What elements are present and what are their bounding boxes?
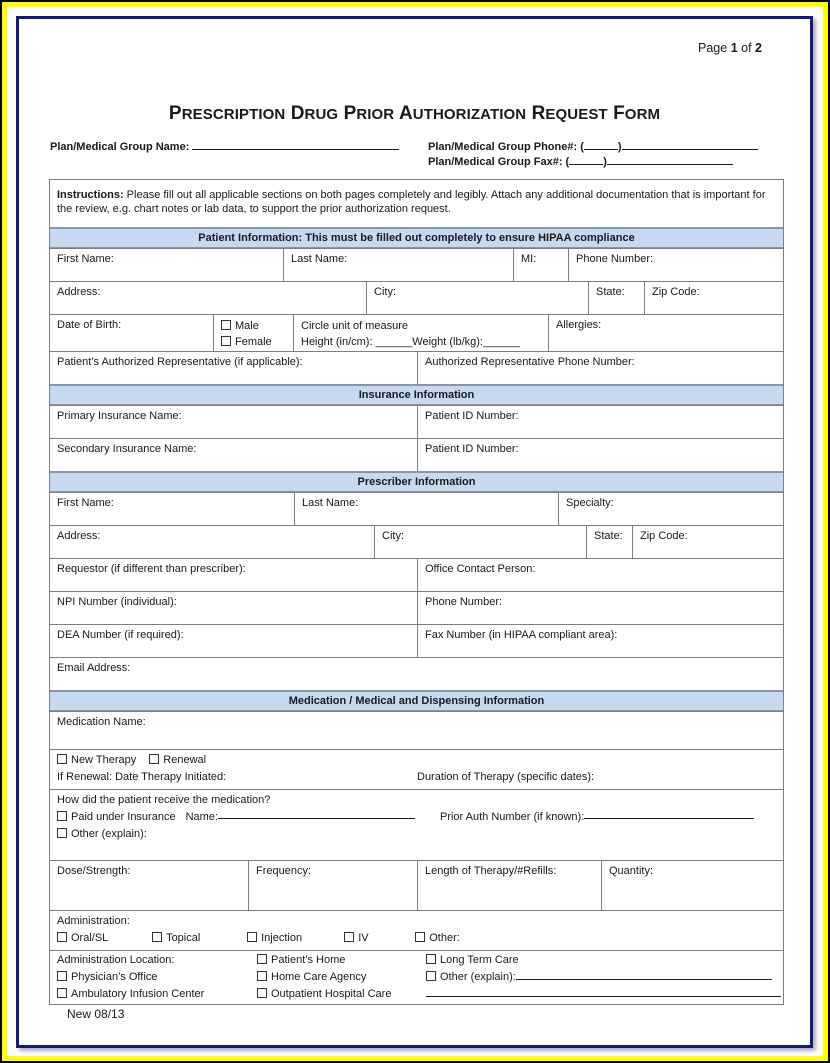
other-explain-option[interactable]: Other (explain): (57, 826, 776, 843)
prior-auth-line[interactable] (584, 809, 754, 819)
page-of: of (741, 41, 752, 55)
insurance-name-line[interactable] (218, 809, 415, 819)
patient-mi[interactable]: MI: (513, 249, 568, 281)
admin-option[interactable]: Topical (152, 930, 244, 947)
form-table (49, 179, 784, 1005)
administration-location: Administration Location: Physician’s Office Ambulatory Infusion Center Patient’s Home Home Care Agency Outpatient Hospital Care Long Term Care Other (explain): (50, 951, 788, 1004)
patient-first-name[interactable]: First Name: (57, 253, 114, 265)
renewal-option[interactable]: Renewal (149, 754, 206, 766)
form-title: PRESCRIPTION DRUG PRIOR AUTHORIZATION REQUEST FORM (168, 103, 661, 124)
checkbox-icon[interactable] (257, 971, 267, 981)
patient-dob[interactable]: Date of Birth: (57, 319, 122, 331)
location-option[interactable]: Long Term Care (426, 952, 781, 969)
checkbox-icon[interactable] (149, 754, 159, 764)
dose-strength[interactable]: Dose/Strength: (57, 865, 131, 877)
office-contact[interactable]: Office Contact Person: (417, 559, 783, 591)
secondary-patient-id[interactable]: Patient ID Number: (417, 439, 783, 471)
form-page (16, 16, 813, 1048)
checkbox-icon[interactable] (257, 988, 267, 998)
admin-option[interactable]: IV (344, 930, 412, 947)
section-insurance: Insurance Information (50, 384, 783, 405)
therapy-duration[interactable]: Duration of Therapy (specific dates): (417, 771, 595, 783)
height-weight[interactable]: Circle unit of measure Height (in/cm): ______Weight (lb/kg):______ (293, 315, 548, 351)
patient-allergies[interactable]: Allergies: (548, 315, 783, 351)
checkbox-icon[interactable] (57, 828, 67, 838)
page-label: Page (698, 41, 728, 55)
quantity[interactable]: Quantity: (601, 861, 783, 910)
instructions: Instructions: Please fill out all applicable sections on both pages completely and legibly. Attach any additional documentation that is important for the review, e.g. chart notes or lab data, to support the prior authorization request. (57, 189, 766, 215)
medication-name[interactable]: Medication Name: (57, 716, 146, 728)
renewal-date[interactable]: If Renewal: Date Therapy Initiated: (57, 771, 227, 783)
prescriber-zip[interactable]: Zip Code: (632, 526, 783, 558)
male-option[interactable]: Male (221, 318, 286, 334)
checkbox-icon[interactable] (57, 811, 67, 821)
admin-option[interactable]: Other: (415, 932, 460, 944)
frequency[interactable]: Frequency: (248, 861, 417, 910)
patient-last-name[interactable]: Last Name: (283, 249, 513, 281)
medication-receipt: How did the patient receive the medication? Paid under Insurance Name: Prior Auth Number (if known): Other (explain): (50, 790, 783, 860)
location-option[interactable]: Patient’s Home (257, 952, 426, 969)
prescriber-last-name[interactable]: Last Name: (294, 493, 558, 525)
checkbox-icon[interactable] (152, 932, 162, 942)
form-version: New 08/13 (67, 1007, 125, 1021)
female-option[interactable]: Female (221, 334, 286, 350)
patient-city[interactable]: City: (366, 282, 588, 314)
gender-options (213, 315, 293, 351)
admin-option[interactable]: Oral/SL (57, 930, 149, 947)
checkbox-icon[interactable] (247, 932, 257, 942)
plan-contact-fields (428, 140, 758, 170)
page-number (698, 41, 762, 55)
prescriber-city[interactable]: City: (374, 526, 586, 558)
checkbox-icon[interactable] (221, 336, 231, 346)
dea-number[interactable]: DEA Number (if required): (57, 629, 184, 641)
checkbox-icon[interactable] (257, 954, 267, 964)
location-option[interactable]: Physician’s Office (57, 969, 257, 986)
plan-phone-field[interactable]: Plan/Medical Group Phone#: ( ) (428, 140, 758, 155)
location-option[interactable]: Ambulatory Infusion Center (57, 986, 257, 1003)
section-patient: Patient Information: This must be filled out completely to ensure HIPAA compliance (50, 227, 783, 248)
other-explain-line[interactable] (426, 987, 781, 997)
administration: Administration: Oral/SL Topical Injection IV Other: (50, 911, 783, 950)
plan-name-label: Plan/Medical Group Name: (50, 141, 190, 153)
checkbox-icon[interactable] (57, 971, 67, 981)
primary-patient-id[interactable]: Patient ID Number: (417, 406, 783, 438)
secondary-insurance[interactable]: Secondary Insurance Name: (57, 443, 197, 455)
prescriber-fax[interactable]: Fax Number (in HIPAA compliant area): (417, 625, 783, 657)
checkbox-icon[interactable] (344, 932, 354, 942)
therapy-type (50, 750, 783, 789)
new-therapy-option[interactable]: New Therapy (57, 754, 136, 766)
prescriber-first-name[interactable]: First Name: (57, 497, 114, 509)
plan-fax-field[interactable]: Plan/Medical Group Fax#: ( ) (428, 155, 758, 170)
checkbox-icon[interactable] (221, 320, 231, 330)
page-total: 2 (755, 41, 762, 55)
prescriber-specialty[interactable]: Specialty: (558, 493, 783, 525)
paid-insurance-option[interactable]: Paid under Insurance (57, 809, 176, 826)
location-option[interactable]: Other (explain): (426, 969, 781, 986)
location-option[interactable]: Outpatient Hospital Care (257, 986, 426, 1003)
checkbox-icon[interactable] (426, 971, 436, 981)
patient-rep-phone[interactable]: Authorized Representative Phone Number: (417, 352, 783, 384)
prescriber-phone[interactable]: Phone Number: (417, 592, 783, 624)
prescriber-state[interactable]: State: (586, 526, 632, 558)
npi-number[interactable]: NPI Number (individual): (57, 596, 177, 608)
patient-zip[interactable]: Zip Code: (644, 282, 783, 314)
section-prescriber: Prescriber Information (50, 471, 783, 492)
prescriber-address[interactable]: Address: (57, 530, 101, 542)
patient-address[interactable]: Address: (57, 286, 101, 298)
therapy-length[interactable]: Length of Therapy/#Refills: (417, 861, 601, 910)
patient-phone[interactable]: Phone Number: (568, 249, 783, 281)
requestor[interactable]: Requestor (if different than prescriber): (57, 563, 246, 575)
admin-option[interactable]: Injection (247, 930, 341, 947)
plan-name-line[interactable] (192, 140, 399, 150)
page-current: 1 (730, 41, 738, 55)
patient-state[interactable]: State: (588, 282, 644, 314)
location-option[interactable]: Home Care Agency (257, 969, 426, 986)
prescriber-email[interactable]: Email Address: (57, 662, 131, 674)
primary-insurance[interactable]: Primary Insurance Name: (57, 410, 182, 422)
checkbox-icon[interactable] (415, 932, 425, 942)
patient-rep[interactable]: Patient’s Authorized Representative (if applicable): (57, 356, 303, 368)
checkbox-icon[interactable] (57, 932, 67, 942)
plan-name-field[interactable] (50, 140, 399, 153)
section-medication: Medication / Medical and Dispensing Information (50, 690, 783, 711)
checkbox-icon[interactable] (57, 754, 67, 764)
checkbox-icon[interactable] (426, 954, 436, 964)
checkbox-icon[interactable] (57, 988, 67, 998)
